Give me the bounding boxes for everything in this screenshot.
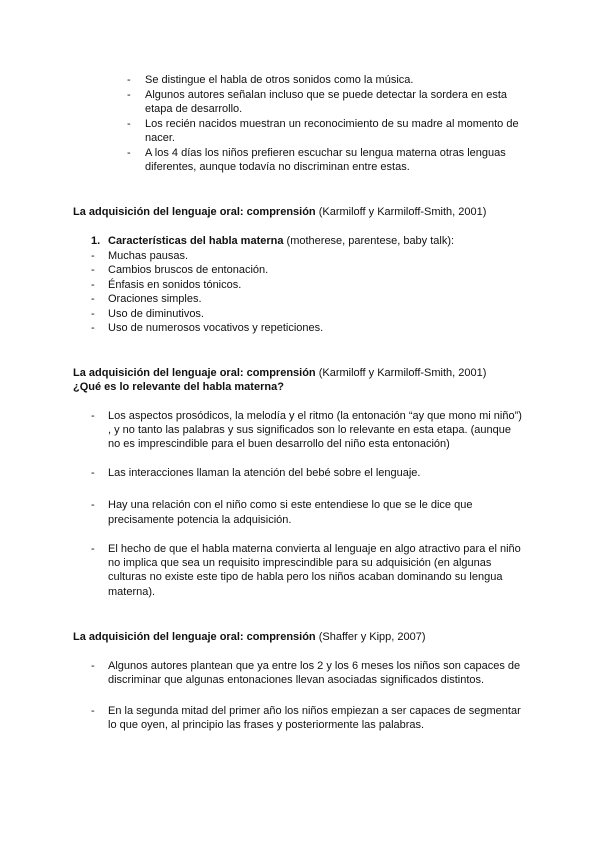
numbered-heading-text [108,234,454,248]
section-heading [73,366,486,380]
list-item-line: Los aspectos prosódicos, la melodía y el ritmo (la entonación “ay que mono mi niño”) [108,410,522,422]
section-heading [73,630,426,644]
numbered-bold: Características del habla materna [108,235,284,247]
list-bullet: - [127,89,131,101]
list-item: Énfasis en sonidos tónicos. [108,279,242,291]
list-item-line: El hecho de que el habla materna convierta al lenguaje en algo atractivo para el niño [108,543,521,555]
list-item: Cambios bruscos de entonación. [108,264,269,276]
list-item-line: culturas no existe este tipo de habla pero los niños acaban dominando su lengua [108,571,503,583]
numbered-label: 1. [91,235,101,247]
heading-title: La adquisición del lenguaje oral: comprensión [73,367,316,379]
list-bullet: - [91,322,95,334]
list-item-line: A los 4 días los niños prefieren escuchar su lengua materna otras lenguas [145,147,506,159]
list-item: Uso de diminutivos. [108,308,204,320]
heading-reference: (Karmiloff y Karmiloff-Smith, 2001) [315,206,487,218]
list-item-line: nacer. [145,132,175,144]
list-item-line: no es imprescindible para el buen desarrollo del niño esta entonación) [108,438,450,450]
list-item-line: Las interacciones llaman la atención del bebé sobre el lenguaje. [108,467,421,479]
list-bullet: - [91,467,95,479]
list-bullet: - [91,264,95,276]
list-item-line: En la segunda mitad del primer año los niños empiezan a ser capaces de segmentar [108,705,521,717]
list-item-line: discriminar que algunas entonaciones llevan asociadas significados distintos. [108,674,485,686]
list-bullet: - [127,74,131,86]
section-heading [73,205,486,219]
heading-reference: (Shaffer y Kipp, 2007) [315,631,426,643]
heading-title: La adquisición del lenguaje oral: comprensión [73,631,316,643]
list-bullet: - [127,118,131,130]
list-item: Uso de numerosos vocativos y repeticiones. [108,322,324,334]
list-item-line: , y no tanto las palabras y sus significados son lo relevante en esta etapa. (aunque [108,424,511,436]
list-bullet: - [91,250,95,262]
heading-reference: (Karmiloff y Karmiloff-Smith, 2001) [315,367,487,379]
section-subtitle: ¿Qué es lo relevante del habla materna? [73,381,284,393]
numbered-rest: (motherese, parentese, baby talk): [283,235,455,247]
heading-title: La adquisición del lenguaje oral: comprensión [73,206,316,218]
list-bullet: - [91,705,95,717]
list-item-line: Algunos autores plantean que ya entre los 2 y los 6 meses los niños son capaces de [108,660,521,672]
list-bullet: - [91,308,95,320]
list-item-line: etapa de desarrollo. [145,103,243,115]
list-bullet: - [127,147,131,159]
list-bullet: - [91,660,95,672]
list-item: Muchas pausas. [108,250,189,262]
list-item-line: no implica que sea un requisito imprescindible para su adquisición (en algunas [108,557,492,569]
list-item-line: diferentes, aunque todavía no discriminan entre estas. [145,161,410,173]
numbered-heading [91,234,100,248]
list-item-line: Algunos autores señalan incluso que se puede detectar la sordera en esta [145,89,508,101]
list-bullet: - [91,293,95,305]
list-item-line: lo que oyen, al principio las frases y posteriormente las palabras. [108,719,425,731]
list-item-line: Hay una relación con el niño como si este entendiese lo que se le dice que [108,499,473,511]
list-bullet: - [91,543,95,555]
list-item-line: materna). [108,586,156,598]
list-item: Oraciones simples. [108,293,202,305]
list-item-line: Se distingue el habla de otros sonidos como la música. [145,74,414,86]
list-item-line: precisamente potencia la adquisición. [108,514,292,526]
list-bullet: - [91,410,95,422]
list-bullet: - [91,279,95,291]
list-item-line: Los recién nacidos muestran un reconocimiento de su madre al momento de [145,118,519,130]
list-bullet: - [91,499,95,511]
